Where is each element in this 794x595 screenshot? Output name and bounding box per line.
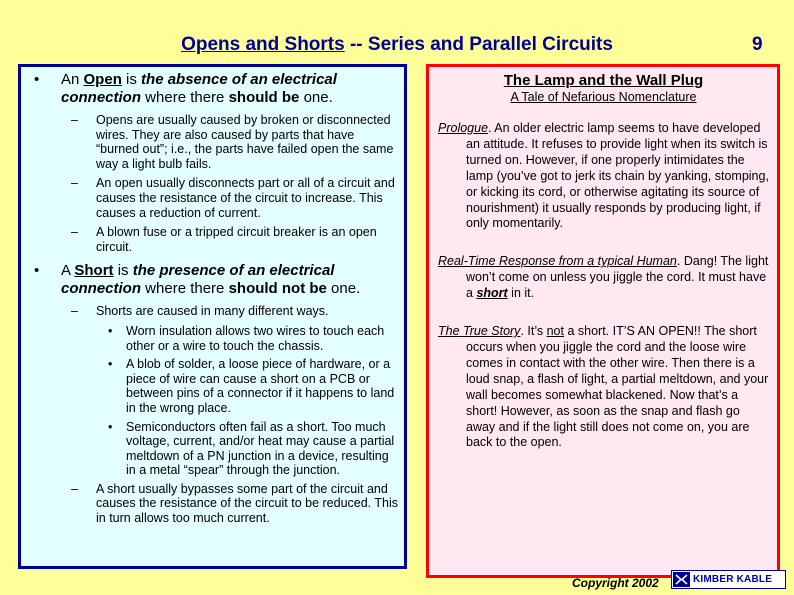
definitions-panel — [18, 64, 407, 569]
story-subtitle: A Tale of Nefarious Nomenclature — [510, 90, 697, 104]
open-text-1: An — [61, 71, 84, 88]
short-text-4: one. — [326, 279, 361, 297]
prologue-text: . An older electric lamp seems to have developed an attitude. It refuses to provide light when its switch is turned on. However, if one properly intimidates the lamp (you’ve got to jerk its chain by yanking, stomping, or kicking its cord, or otherwise agitating its source of nourishment) it usually responds by producing light, if only momentarily. — [466, 121, 769, 231]
short-text-1: A — [61, 262, 75, 280]
open-text-4: one. — [299, 88, 333, 106]
dash-icon: – — [71, 225, 78, 240]
short-sub-text: A short usually bypasses some part of the circuit and causes the resistance of the circuit to be reduced. This in turn allows too much current. — [96, 481, 399, 526]
short-text-2: is — [113, 262, 133, 280]
open-text-3: where there — [141, 88, 229, 106]
short-sub-item — [25, 482, 398, 526]
short-cause-item — [25, 420, 398, 478]
prologue-heading: Prologue — [438, 121, 489, 135]
short-cause-item — [25, 357, 398, 415]
kimber-kable-logo-icon — [673, 572, 690, 587]
bullet-icon: • — [34, 71, 40, 88]
open-emphasis: the absence of an electrical connection — [61, 71, 337, 106]
dash-icon: – — [71, 304, 78, 319]
bullet-icon: • — [108, 323, 113, 338]
dash-icon: – — [71, 113, 78, 127]
true-story-text-1: . It’s — [520, 324, 547, 339]
open-sub-text: A blown fuse or a tripped circuit breaker is an open circuit. — [96, 225, 377, 254]
open-sub-text: An open usually disconnects part or all of a circuit and causes the resistance of the circuit to increase. This causes a reduction of current. — [96, 176, 395, 220]
bullet-icon: • — [108, 419, 113, 434]
open-text-2: is — [121, 71, 142, 88]
dash-icon: – — [71, 176, 78, 191]
open-sub-item — [25, 113, 398, 171]
title-subtitle: -- Series and Parallel Circuits — [344, 34, 613, 55]
story-title: The Lamp and the Wall Plug — [503, 72, 704, 89]
response-text: . Dang! The light won’t come on unless you jiggle the cord. It must have a — [466, 254, 769, 301]
prologue-paragraph — [438, 121, 769, 232]
short-should-not-be: should not be — [228, 279, 327, 297]
open-sub-item — [25, 225, 398, 254]
bullet-icon: • — [34, 262, 40, 280]
page-title — [0, 34, 794, 56]
slide-number: 9 — [752, 34, 763, 55]
short-cause-item — [25, 324, 398, 353]
logo-text: KIMBER KABLE — [693, 574, 773, 585]
short-definition — [25, 262, 398, 297]
response-end: in it. — [507, 286, 535, 301]
short-cause-text: Semiconductors often fail as a short. Too much voltage, current, and/or heat may cause a partial meltdown of a PN junction in a device, resulting in a metal “spear” through the junction. — [126, 419, 395, 478]
short-text-3: where there — [141, 279, 229, 297]
open-sub-text: Opens are usually caused by broken or disconnected wires. They are also caused by parts that have “burned out”; i.e., the parts have failed open the same way a light bulb fails. — [96, 113, 394, 171]
dash-icon: – — [71, 481, 78, 496]
true-story-not-word: not — [546, 324, 564, 339]
bullet-icon: • — [108, 357, 113, 372]
short-sub-text: Shorts are caused in many different ways. — [96, 304, 329, 319]
kimber-kable-logo — [671, 570, 786, 589]
short-sub-item — [25, 304, 398, 319]
open-term: Open — [83, 71, 122, 88]
copyright: Copyright 2002 — [572, 576, 659, 590]
true-story-heading: The True Story — [438, 324, 521, 339]
short-cause-text: A blob of solder, a loose piece of hardware, or a piece of wire can cause a short on a PCB or between pins of a connector if it happens to land in the wrong place. — [126, 357, 395, 415]
response-paragraph — [438, 254, 769, 302]
short-term: Short — [74, 262, 114, 280]
title-opens-and-shorts: Opens and Shorts — [181, 34, 345, 55]
response-heading: Real-Time Response from a typical Human — [438, 254, 677, 269]
open-definition — [25, 71, 398, 106]
lamp-story-panel — [426, 64, 780, 578]
open-sub-item — [25, 176, 398, 220]
true-story-paragraph — [438, 324, 769, 451]
response-short-word: short — [476, 286, 508, 301]
open-should-be: should be — [228, 88, 300, 106]
short-emphasis: the presence of an electrical connection — [61, 262, 335, 297]
true-story-text-2: a short. IT’S AN OPEN!! The short occurs when you jiggle the cord and the loose wire comes in contact with the other wire. Then there is a loud snap, a flash of light, a partial meltdown, and your wall becomes somewhat blackened. Now that’s a short! However, as soon as the snap and flash go away and if the light still does not come on, you are back to the open. — [466, 324, 769, 450]
short-cause-text: Worn insulation allows two wires to touch each other or a wire to touch the chassis. — [126, 323, 385, 353]
